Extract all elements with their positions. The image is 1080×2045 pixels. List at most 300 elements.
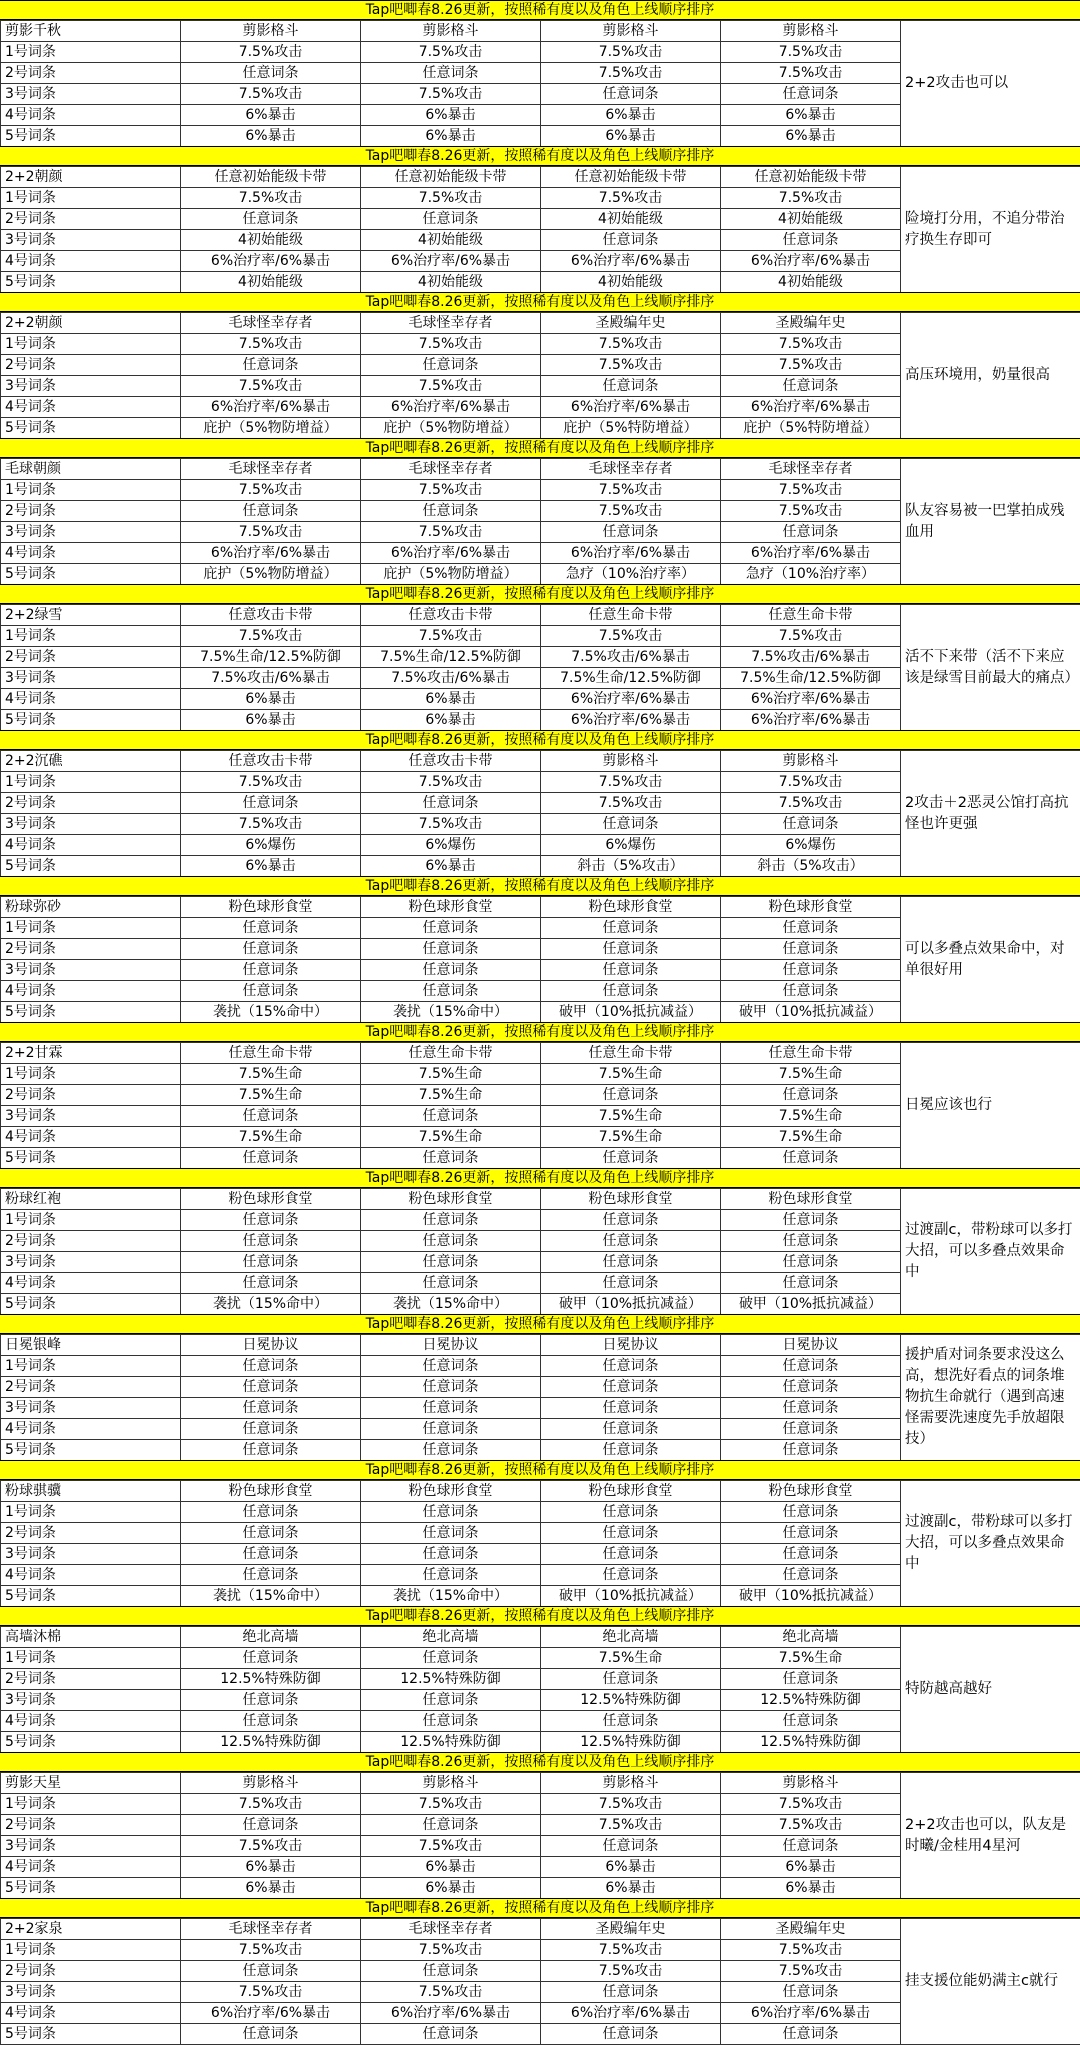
header-row — [1, 897, 1080, 918]
stat-cell: 任意词条 — [721, 1502, 901, 1523]
section-banner: Tap吧唧春8.26更新，按照稀有度以及角色上线顺序排序 — [0, 0, 1080, 20]
character-build-name: 粉球骐骥 — [1, 1481, 181, 1502]
cartridge-header: 任意攻击卡带 — [181, 605, 361, 626]
stat-cell: 任意词条 — [541, 939, 721, 960]
stat-cell: 袭扰（15%命中） — [181, 1586, 361, 1607]
cartridge-header: 粉色球形食堂 — [541, 897, 721, 918]
character-build-name: 2+2绿雪 — [1, 605, 181, 626]
stat-cell: 袭扰（15%命中） — [181, 1002, 361, 1023]
stat-cell: 任意词条 — [541, 1836, 721, 1857]
stat-cell: 袭扰（15%命中） — [361, 1294, 541, 1315]
build-note: 援护盾对词条要求没这么高，想洗好看点的词条堆物抗生命就行（遇到高速怪需要洗速度先手放超限技） — [901, 1335, 1080, 1461]
stat-cell: 12.5%特殊防御 — [361, 1669, 541, 1690]
stat-row-label: 3号词条 — [1, 1106, 181, 1127]
stat-row-label: 2号词条 — [1, 1231, 181, 1252]
stat-cell: 任意词条 — [181, 1231, 361, 1252]
build-section — [0, 730, 1080, 876]
stat-cell: 6%爆伤 — [181, 835, 361, 856]
stat-row-label: 1号词条 — [1, 42, 181, 63]
stat-cell: 7.5%生命 — [721, 1064, 901, 1085]
stat-row-label: 2号词条 — [1, 355, 181, 376]
stat-cell: 6%治疗率/6%暴击 — [541, 710, 721, 731]
cartridge-header: 剪影格斗 — [721, 751, 901, 772]
stat-cell: 任意词条 — [361, 501, 541, 522]
stat-cell: 破甲（10%抵抗减益） — [721, 1294, 901, 1315]
header-row — [1, 1335, 1080, 1356]
stat-cell: 7.5%攻击 — [721, 1940, 901, 1961]
stat-cell: 任意词条 — [181, 1356, 361, 1377]
stat-cell: 任意词条 — [361, 1961, 541, 1982]
stat-row-label: 4号词条 — [1, 1857, 181, 1878]
stat-cell: 7.5%攻击 — [181, 626, 361, 647]
stat-cell: 7.5%攻击 — [721, 334, 901, 355]
header-row — [1, 1773, 1080, 1794]
build-section — [0, 1022, 1080, 1168]
build-table — [0, 604, 1080, 731]
stat-cell: 任意词条 — [361, 1565, 541, 1586]
stat-row-label: 4号词条 — [1, 835, 181, 856]
cartridge-header: 粉色球形食堂 — [361, 1481, 541, 1502]
cartridge-header: 任意初始能级卡带 — [541, 167, 721, 188]
stat-row-label: 2号词条 — [1, 1669, 181, 1690]
stat-row-label: 2号词条 — [1, 63, 181, 84]
cartridge-header: 剪影格斗 — [541, 1773, 721, 1794]
stat-cell: 任意词条 — [541, 1440, 721, 1461]
stat-row-label: 4号词条 — [1, 105, 181, 126]
stat-cell: 6%暴击 — [181, 1878, 361, 1899]
stat-cell: 任意词条 — [181, 1502, 361, 1523]
stat-cell: 7.5%攻击 — [181, 480, 361, 501]
stat-cell: 6%暴击 — [541, 105, 721, 126]
stat-cell: 任意词条 — [541, 960, 721, 981]
stat-cell: 7.5%攻击 — [541, 188, 721, 209]
stat-row-label: 5号词条 — [1, 1002, 181, 1023]
stat-cell: 6%治疗率/6%暴击 — [361, 2003, 541, 2024]
stat-cell: 7.5%生命/12.5%防御 — [181, 647, 361, 668]
stat-row-label: 1号词条 — [1, 1502, 181, 1523]
build-section — [0, 584, 1080, 730]
stat-cell: 7.5%攻击 — [181, 42, 361, 63]
stat-cell: 任意词条 — [541, 1356, 721, 1377]
stat-row-label: 4号词条 — [1, 1419, 181, 1440]
stat-cell: 任意词条 — [361, 1377, 541, 1398]
stat-row-label: 3号词条 — [1, 668, 181, 689]
stat-cell: 7.5%攻击 — [721, 772, 901, 793]
section-banner: Tap吧唧春8.26更新，按照稀有度以及角色上线顺序排序 — [0, 1606, 1080, 1626]
header-row — [1, 21, 1080, 42]
section-banner: Tap吧唧春8.26更新，按照稀有度以及角色上线顺序排序 — [0, 584, 1080, 604]
build-note: 日冕应该也行 — [901, 1043, 1080, 1169]
stat-row-label: 5号词条 — [1, 564, 181, 585]
stat-cell: 6%治疗率/6%暴击 — [721, 251, 901, 272]
stat-cell: 7.5%攻击 — [541, 793, 721, 814]
stat-row-label: 5号词条 — [1, 126, 181, 147]
stat-cell: 6%治疗率/6%暴击 — [181, 251, 361, 272]
stat-row-label: 4号词条 — [1, 251, 181, 272]
cartridge-header: 绝北高墙 — [181, 1627, 361, 1648]
stat-cell: 7.5%攻击/6%暴击 — [721, 647, 901, 668]
stat-row-label: 2号词条 — [1, 501, 181, 522]
stat-cell: 7.5%攻击 — [181, 376, 361, 397]
stat-cell: 7.5%攻击 — [361, 1836, 541, 1857]
cartridge-header: 日冕协议 — [181, 1335, 361, 1356]
stat-cell: 7.5%攻击 — [721, 63, 901, 84]
stat-row-label: 1号词条 — [1, 188, 181, 209]
cartridge-header: 任意攻击卡带 — [181, 751, 361, 772]
stat-cell: 任意词条 — [541, 1252, 721, 1273]
build-table — [0, 1188, 1080, 1315]
stat-cell: 4初始能级 — [541, 272, 721, 293]
stat-cell: 7.5%生命 — [361, 1064, 541, 1085]
stat-row-label: 2号词条 — [1, 1523, 181, 1544]
stat-cell: 任意词条 — [361, 1440, 541, 1461]
stat-cell: 任意词条 — [721, 981, 901, 1002]
stat-cell: 任意词条 — [361, 355, 541, 376]
stat-cell: 庇护（5%物防增益） — [361, 418, 541, 439]
stat-cell: 任意词条 — [721, 1377, 901, 1398]
build-table — [0, 1480, 1080, 1607]
stat-cell: 任意词条 — [181, 501, 361, 522]
cartridge-header: 圣殿编年史 — [541, 1919, 721, 1940]
stat-cell: 袭扰（15%命中） — [361, 1002, 541, 1023]
stat-cell: 任意词条 — [541, 1085, 721, 1106]
stat-cell: 庇护（5%物防增益） — [181, 564, 361, 585]
stat-cell: 任意词条 — [181, 1648, 361, 1669]
header-row — [1, 605, 1080, 626]
build-section — [0, 1898, 1080, 2044]
stat-row-label: 1号词条 — [1, 1940, 181, 1961]
stat-cell: 任意词条 — [181, 1210, 361, 1231]
cartridge-header: 圣殿编年史 — [721, 1919, 901, 1940]
stat-row-label: 5号词条 — [1, 2024, 181, 2045]
stat-cell: 6%治疗率/6%暴击 — [721, 397, 901, 418]
stat-cell: 7.5%攻击 — [181, 1794, 361, 1815]
cartridge-header: 任意初始能级卡带 — [721, 167, 901, 188]
stat-cell: 7.5%生命 — [181, 1127, 361, 1148]
stat-cell: 4初始能级 — [181, 230, 361, 251]
stat-cell: 任意词条 — [721, 1252, 901, 1273]
stat-cell: 7.5%生命 — [181, 1064, 361, 1085]
section-banner: Tap吧唧春8.26更新，按照稀有度以及角色上线顺序排序 — [0, 1752, 1080, 1772]
stat-cell: 任意词条 — [181, 1815, 361, 1836]
stat-cell: 6%治疗率/6%暴击 — [361, 397, 541, 418]
stat-cell: 7.5%生命/12.5%防御 — [361, 647, 541, 668]
stat-cell: 12.5%特殊防御 — [181, 1669, 361, 1690]
cartridge-header: 日冕协议 — [721, 1335, 901, 1356]
stat-cell: 任意词条 — [361, 1210, 541, 1231]
stat-cell: 破甲（10%抵抗减益） — [541, 1002, 721, 1023]
stat-cell: 6%暴击 — [361, 710, 541, 731]
cartridge-header: 毛球怪幸存者 — [361, 313, 541, 334]
stat-row-label: 3号词条 — [1, 1836, 181, 1857]
cartridge-header: 剪影格斗 — [721, 1773, 901, 1794]
build-section — [0, 1168, 1080, 1314]
character-build-name: 日冕银峰 — [1, 1335, 181, 1356]
stat-cell: 任意词条 — [721, 84, 901, 105]
character-build-name: 剪影千秋 — [1, 21, 181, 42]
stat-cell: 任意词条 — [541, 84, 721, 105]
stat-cell: 6%暴击 — [721, 105, 901, 126]
stat-cell: 任意词条 — [361, 1231, 541, 1252]
cartridge-header: 毛球怪幸存者 — [181, 313, 361, 334]
cartridge-header: 剪影格斗 — [361, 1773, 541, 1794]
stat-cell: 任意词条 — [181, 209, 361, 230]
stat-cell: 6%暴击 — [361, 1857, 541, 1878]
stat-cell: 7.5%攻击 — [361, 376, 541, 397]
stat-row-label: 2号词条 — [1, 939, 181, 960]
stat-row-label: 4号词条 — [1, 1127, 181, 1148]
stat-cell: 任意词条 — [541, 814, 721, 835]
cartridge-header: 粉色球形食堂 — [721, 1189, 901, 1210]
stat-cell: 任意词条 — [541, 1544, 721, 1565]
stat-cell: 6%治疗率/6%暴击 — [721, 543, 901, 564]
cartridge-header: 剪影格斗 — [181, 1773, 361, 1794]
cartridge-header: 毛球怪幸存者 — [721, 459, 901, 480]
stat-cell: 7.5%攻击 — [181, 1940, 361, 1961]
stat-cell: 任意词条 — [361, 209, 541, 230]
stat-cell: 7.5%攻击 — [361, 480, 541, 501]
build-table — [0, 312, 1080, 439]
stat-cell: 任意词条 — [541, 1231, 721, 1252]
build-section — [0, 1606, 1080, 1752]
stat-cell: 任意词条 — [181, 1544, 361, 1565]
cartridge-header: 粉色球形食堂 — [541, 1481, 721, 1502]
cartridge-header: 粉色球形食堂 — [181, 1481, 361, 1502]
stat-row-label: 3号词条 — [1, 1544, 181, 1565]
stat-cell: 7.5%攻击 — [541, 355, 721, 376]
stat-cell: 7.5%攻击 — [181, 334, 361, 355]
stat-cell: 任意词条 — [541, 522, 721, 543]
stat-cell: 7.5%攻击 — [541, 1815, 721, 1836]
section-banner: Tap吧唧春8.26更新，按照稀有度以及角色上线顺序排序 — [0, 146, 1080, 166]
stat-cell: 7.5%攻击 — [361, 188, 541, 209]
stat-row-label: 5号词条 — [1, 856, 181, 877]
stat-row-label: 4号词条 — [1, 397, 181, 418]
stat-cell: 7.5%攻击 — [181, 84, 361, 105]
stat-cell: 7.5%攻击 — [361, 522, 541, 543]
stat-row-label: 2号词条 — [1, 1085, 181, 1106]
section-banner: Tap吧唧春8.26更新，按照稀有度以及角色上线顺序排序 — [0, 1898, 1080, 1918]
cartridge-header: 粉色球形食堂 — [361, 897, 541, 918]
section-banner: Tap吧唧春8.26更新，按照稀有度以及角色上线顺序排序 — [0, 1460, 1080, 1480]
stat-cell: 6%治疗率/6%暴击 — [181, 543, 361, 564]
stat-cell: 任意词条 — [721, 814, 901, 835]
cartridge-header: 任意初始能级卡带 — [361, 167, 541, 188]
stat-cell: 任意词条 — [541, 1982, 721, 2003]
build-note: 活不下来带（活不下来应该是绿雪目前最大的痛点） — [901, 605, 1080, 731]
cartridge-header: 任意生命卡带 — [541, 605, 721, 626]
character-build-name: 剪影天星 — [1, 1773, 181, 1794]
stat-cell: 任意词条 — [181, 1440, 361, 1461]
stat-cell: 任意词条 — [541, 918, 721, 939]
stat-cell: 6%治疗率/6%暴击 — [541, 689, 721, 710]
stat-row-label: 2号词条 — [1, 1377, 181, 1398]
build-section — [0, 438, 1080, 584]
section-banner: Tap吧唧春8.26更新，按照稀有度以及角色上线顺序排序 — [0, 730, 1080, 750]
header-row — [1, 459, 1080, 480]
stat-cell: 任意词条 — [181, 1273, 361, 1294]
stat-cell: 7.5%生命 — [541, 1648, 721, 1669]
stat-row-label: 3号词条 — [1, 960, 181, 981]
cartridge-header: 毛球怪幸存者 — [181, 1919, 361, 1940]
stat-cell: 任意词条 — [721, 1982, 901, 2003]
cartridge-header: 粉色球形食堂 — [181, 897, 361, 918]
build-section — [0, 292, 1080, 438]
stat-cell: 任意词条 — [721, 1210, 901, 1231]
stat-cell: 袭扰（15%命中） — [181, 1294, 361, 1315]
stat-cell: 6%暴击 — [181, 105, 361, 126]
stat-cell: 7.5%攻击 — [361, 1794, 541, 1815]
stat-cell: 任意词条 — [361, 1502, 541, 1523]
stat-cell: 7.5%攻击 — [181, 522, 361, 543]
stat-cell: 任意词条 — [721, 1523, 901, 1544]
cartridge-header: 任意生命卡带 — [541, 1043, 721, 1064]
stat-cell: 任意词条 — [361, 981, 541, 1002]
stat-cell: 任意词条 — [721, 1419, 901, 1440]
stat-row-label: 3号词条 — [1, 1982, 181, 2003]
build-section — [0, 1752, 1080, 1898]
stat-cell: 7.5%生命 — [721, 1106, 901, 1127]
stat-cell: 4初始能级 — [721, 209, 901, 230]
stat-cell: 任意词条 — [181, 355, 361, 376]
stat-cell: 6%治疗率/6%暴击 — [721, 689, 901, 710]
stat-cell: 7.5%生命 — [541, 1064, 721, 1085]
cartridge-header: 任意生命卡带 — [181, 1043, 361, 1064]
stat-row-label: 4号词条 — [1, 1565, 181, 1586]
cartridge-header: 毛球怪幸存者 — [181, 459, 361, 480]
stat-cell: 6%治疗率/6%暴击 — [721, 710, 901, 731]
stat-cell: 任意词条 — [181, 1690, 361, 1711]
stat-cell: 任意词条 — [361, 2024, 541, 2045]
build-note: 特防越高越好 — [901, 1627, 1080, 1753]
stat-row-label: 1号词条 — [1, 480, 181, 501]
stat-cell: 12.5%特殊防御 — [541, 1690, 721, 1711]
stat-cell: 7.5%攻击 — [541, 42, 721, 63]
cartridge-header: 任意生命卡带 — [721, 1043, 901, 1064]
stat-cell: 7.5%攻击 — [721, 1815, 901, 1836]
stat-cell: 任意词条 — [721, 918, 901, 939]
stat-cell: 7.5%生命 — [721, 1648, 901, 1669]
stat-row-label: 5号词条 — [1, 1586, 181, 1607]
build-section — [0, 146, 1080, 292]
build-table — [0, 1772, 1080, 1899]
character-build-name: 2+2甘霖 — [1, 1043, 181, 1064]
stat-cell: 7.5%攻击 — [361, 1982, 541, 2003]
cartridge-header: 粉色球形食堂 — [361, 1189, 541, 1210]
stat-cell: 任意词条 — [361, 1398, 541, 1419]
header-row — [1, 751, 1080, 772]
stat-cell: 任意词条 — [721, 1148, 901, 1169]
stat-cell: 7.5%攻击 — [541, 334, 721, 355]
stat-cell: 任意词条 — [721, 1565, 901, 1586]
stat-cell: 7.5%生命 — [721, 1127, 901, 1148]
stat-cell: 庇护（5%特防增益） — [541, 418, 721, 439]
stat-cell: 任意词条 — [721, 960, 901, 981]
stat-cell: 12.5%特殊防御 — [181, 1732, 361, 1753]
stat-cell: 袭扰（15%命中） — [361, 1586, 541, 1607]
cartridge-header: 任意生命卡带 — [721, 605, 901, 626]
cartridge-header: 任意初始能级卡带 — [181, 167, 361, 188]
stat-cell: 任意词条 — [181, 981, 361, 1002]
stat-row-label: 5号词条 — [1, 1148, 181, 1169]
stat-cell: 任意词条 — [361, 1648, 541, 1669]
stat-row-label: 5号词条 — [1, 418, 181, 439]
stat-cell: 急疗（10%治疗率） — [721, 564, 901, 585]
stat-cell: 7.5%攻击 — [721, 793, 901, 814]
stat-cell: 任意词条 — [541, 230, 721, 251]
stat-row-label: 5号词条 — [1, 1878, 181, 1899]
build-note: 高压环境用，奶量很高 — [901, 313, 1080, 439]
stat-cell: 任意词条 — [721, 1356, 901, 1377]
stat-row-label: 3号词条 — [1, 1690, 181, 1711]
stat-cell: 7.5%攻击 — [181, 814, 361, 835]
stat-cell: 任意词条 — [541, 376, 721, 397]
stat-cell: 任意词条 — [361, 1815, 541, 1836]
stat-row-label: 4号词条 — [1, 689, 181, 710]
stat-cell: 7.5%生命 — [541, 1106, 721, 1127]
cartridge-header: 圣殿编年史 — [721, 313, 901, 334]
character-build-name: 2+2沉礁 — [1, 751, 181, 772]
stat-cell: 7.5%攻击 — [541, 1961, 721, 1982]
stat-cell: 任意词条 — [721, 939, 901, 960]
stat-cell: 任意词条 — [181, 1148, 361, 1169]
stat-row-label: 1号词条 — [1, 918, 181, 939]
stat-cell: 任意词条 — [361, 1356, 541, 1377]
stat-cell: 任意词条 — [361, 1544, 541, 1565]
section-banner: Tap吧唧春8.26更新，按照稀有度以及角色上线顺序排序 — [0, 438, 1080, 458]
stat-row-label: 2号词条 — [1, 209, 181, 230]
stat-cell: 任意词条 — [181, 1419, 361, 1440]
stat-row-label: 4号词条 — [1, 1711, 181, 1732]
stat-cell: 7.5%攻击 — [361, 814, 541, 835]
stat-cell: 7.5%攻击 — [721, 501, 901, 522]
character-build-name: 粉球红袍 — [1, 1189, 181, 1210]
stat-cell: 7.5%攻击 — [181, 188, 361, 209]
build-note: 挂支援位能奶满主c就行 — [901, 1919, 1080, 2045]
stat-cell: 7.5%攻击 — [541, 480, 721, 501]
stat-cell: 任意词条 — [721, 2024, 901, 2045]
stat-cell: 6%暴击 — [361, 105, 541, 126]
stat-cell: 6%治疗率/6%暴击 — [181, 397, 361, 418]
header-row — [1, 167, 1080, 188]
header-row — [1, 1919, 1080, 1940]
stat-cell: 任意词条 — [721, 230, 901, 251]
stat-row-label: 2号词条 — [1, 1815, 181, 1836]
stat-cell: 6%暴击 — [181, 710, 361, 731]
cartridge-header: 毛球怪幸存者 — [541, 459, 721, 480]
stat-cell: 任意词条 — [181, 1377, 361, 1398]
stat-cell: 任意词条 — [721, 1669, 901, 1690]
cartridge-header: 剪影格斗 — [181, 21, 361, 42]
stat-cell: 12.5%特殊防御 — [361, 1732, 541, 1753]
stat-cell: 任意词条 — [361, 1252, 541, 1273]
stat-cell: 任意词条 — [361, 1273, 541, 1294]
build-note: 队友容易被一巴掌拍成残血用 — [901, 459, 1080, 585]
stat-cell: 4初始能级 — [721, 272, 901, 293]
stat-cell: 6%治疗率/6%暴击 — [181, 2003, 361, 2024]
stat-cell: 7.5%生命 — [361, 1085, 541, 1106]
stat-cell: 急疗（10%治疗率） — [541, 564, 721, 585]
cartridge-header: 粉色球形食堂 — [721, 1481, 901, 1502]
build-table — [0, 1626, 1080, 1753]
stat-cell: 4初始能级 — [541, 209, 721, 230]
stat-cell: 6%爆伤 — [721, 835, 901, 856]
header-row — [1, 1189, 1080, 1210]
stat-cell: 6%爆伤 — [361, 835, 541, 856]
stat-cell: 任意词条 — [721, 1231, 901, 1252]
stat-cell: 任意词条 — [361, 1106, 541, 1127]
stat-cell: 7.5%攻击 — [541, 626, 721, 647]
